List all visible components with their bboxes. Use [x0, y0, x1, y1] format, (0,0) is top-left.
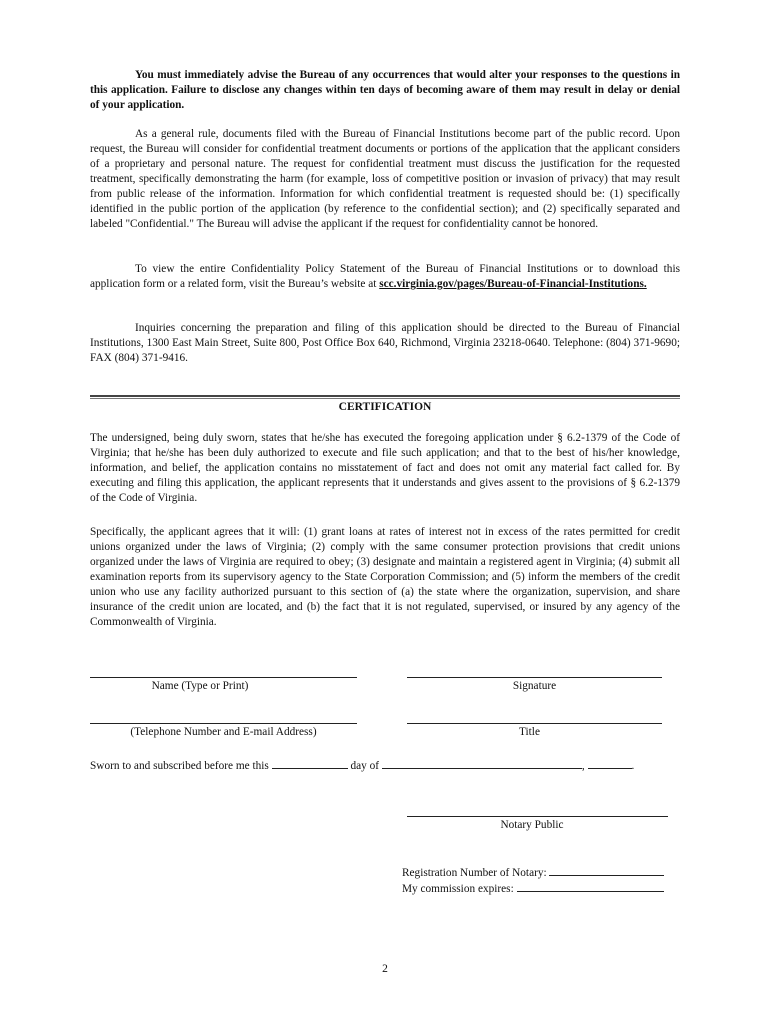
certification-title: CERTIFICATION [338, 401, 432, 413]
commission-blank[interactable] [517, 879, 664, 892]
commission-label: My commission expires: [402, 883, 514, 895]
sworn-month-blank[interactable] [382, 756, 582, 769]
sworn-period: . [631, 760, 635, 772]
agreement-paragraph: Specifically, the applicant agrees that it will: (1) grant loans at rates of interest not in excess of the rates permitted for credit unions organized under the laws of Virginia; (2) comply with the same consumer protection provisions that credit unions organized under the laws of Virginia are required to obey; (3) designate and maintain a registered agent in Virginia; (4) submit all examination reports from its supervisory agency to the State Corporation Commission; and (5) inform the members of the credit union who use any facility authorized pursuant to this section of (a) the state where the organization, supervision, and share insurance of the credit union are located, and (b) the fact that it is not regulated, supervised, or insured by any agency of the Commonwealth of Virginia. [90, 526, 680, 628]
phone-email-label: (Telephone Number and E-mail Address) [130, 726, 317, 738]
sworn-year-blank[interactable] [588, 756, 632, 769]
notary-line[interactable] [407, 816, 668, 817]
bureau-website-link[interactable]: scc.virginia.gov/pages/Bureau-of-Financial-Institutions. [379, 278, 647, 290]
registration-row [402, 863, 664, 879]
sworn-statement [90, 756, 634, 772]
commission-row [402, 879, 664, 895]
phone-email-line[interactable] [90, 723, 357, 724]
inquiries-paragraph: Inquiries concerning the preparation and filing of this application should be directed to the Bureau of Financial Institutions, 1300 East Main Street, Suite 800, Post Office Box 640, Richmond, Virginia 23218-0640. Telephone: (804) 371-9690; FAX (804) 371-9416. [90, 322, 680, 364]
policy-paragraph [90, 262, 680, 292]
warning-paragraph: You must immediately advise the Bureau of any occurrences that would alter your responses to the questions in this application. Failure to disclose any changes within ten days of becoming aware of them may result in delay or denial of your application. [90, 69, 680, 111]
name-label: Name (Type or Print) [151, 680, 249, 692]
title-label: Title [519, 726, 540, 738]
sworn-comma: , [581, 760, 585, 772]
name-line[interactable] [90, 677, 357, 678]
certification-paragraph: The undersigned, being duly sworn, states that he/she has executed the foregoing application under § 6.2-1379 of the Code of Virginia; that he/she has been duly authorized to execute and file such application; and that to the best of his/her knowledge, information, and belief, the application contains no misstatement of fact and does not omit any material fact called for. By executing and filing this application, the applicant represents that it understands and gives assent to the provisions of § 6.2-1379 of the Code of Virginia. [90, 432, 680, 504]
sworn-day-blank[interactable] [272, 756, 348, 769]
confidentiality-paragraph: As a general rule, documents filed with the Bureau of Financial Institutions become part of the public record. Upon request, the Bureau will consider for confidential treatment documents or portions of the application that the applicant considers of a proprietary and personal nature. The request for confidential treatment must discuss the justification for the requested treatment, specifically demonstrating the harm (for example, loss of competitive position or invasion of privacy) that may result from public release of the information. Information for which confidential treatment is requested should be: (1) specifically identified in the public portion of the application (by reference to the confidential section); and (2) specifically separated and labeled "Confidential." The Bureau will advise the applicant if the request for confidentiality cannot be honored. [90, 128, 680, 230]
section-divider [90, 395, 680, 397]
sworn-day-of: day of [350, 760, 380, 772]
section-divider-thin [90, 398, 680, 399]
signature-line[interactable] [407, 677, 662, 678]
signature-label: Signature [512, 680, 557, 692]
notary-label: Notary Public [500, 819, 564, 831]
policy-text: To view the entire Confidentiality Policy Statement of the Bureau of Financial Institutions or to download this application form or a related form, visit the Bureau’s website at [90, 263, 680, 290]
sworn-prefix: Sworn to and subscribed before me this [90, 760, 269, 772]
page-number: 2 [382, 963, 388, 975]
registration-blank[interactable] [549, 863, 664, 876]
registration-label: Registration Number of Notary: [402, 867, 547, 879]
title-line[interactable] [407, 723, 662, 724]
